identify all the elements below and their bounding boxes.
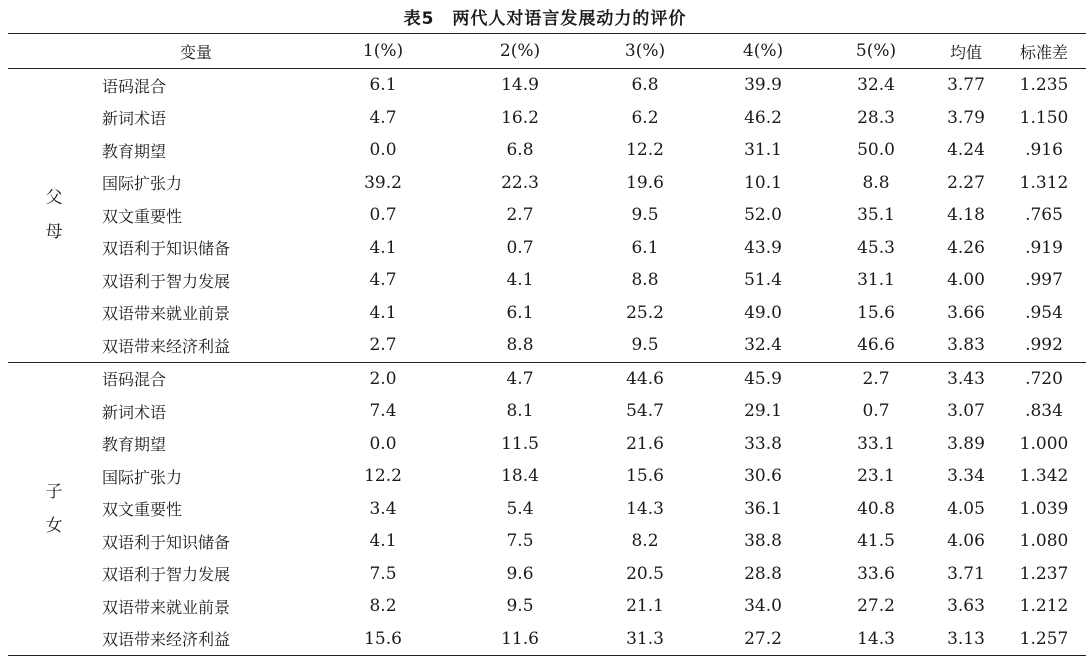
value-cell-sd: .997: [1025, 270, 1063, 291]
value-cell-c3: 9.5: [631, 205, 659, 226]
value-cell-c1: 3.4: [369, 498, 397, 519]
variable-cell: 国际扩张力: [102, 467, 183, 487]
value-cell-c2: 9.6: [506, 563, 534, 584]
variable-cell: 双文重要性: [102, 206, 183, 226]
table-row: [8, 102, 1086, 135]
value-cell-c5: 40.8: [857, 498, 895, 519]
value-cell-c5: 28.3: [857, 107, 895, 128]
value-cell-c4: 34.0: [744, 596, 782, 617]
table-row: [8, 69, 1086, 102]
value-cell-mean: 3.13: [947, 628, 985, 649]
variable-cell: 新词术语: [102, 402, 167, 422]
value-cell-c3: 9.5: [631, 335, 659, 356]
value-cell-c2: 7.5: [506, 531, 534, 552]
value-cell-c4: 32.4: [744, 335, 782, 356]
value-cell-mean: 3.07: [947, 401, 985, 422]
value-cell-c1: 4.1: [369, 302, 397, 323]
value-cell-c3: 21.1: [626, 596, 664, 617]
value-cell-sd: 1.237: [1019, 563, 1069, 584]
value-cell-c5: 8.8: [862, 172, 890, 193]
header-c4: 4(%): [704, 34, 822, 69]
value-cell-c2: 0.7: [506, 237, 534, 258]
variable-cell: 双语利于智力发展: [102, 565, 231, 585]
value-cell-c3: 8.8: [631, 270, 659, 291]
header-c3: 3(%): [586, 34, 704, 69]
value-cell-c4: 36.1: [744, 498, 782, 519]
value-cell-c1: 2.0: [312, 362, 454, 395]
value-cell-c4: 30.6: [744, 466, 782, 487]
value-cell-c4: 10.1: [744, 172, 782, 193]
value-cell-sd: .720: [1002, 362, 1086, 395]
value-cell-c4: 38.8: [744, 531, 782, 552]
table-row: [8, 167, 1086, 200]
value-cell-c4: 39.9: [744, 75, 782, 96]
value-cell-c2: 22.3: [501, 172, 539, 193]
value-cell-c3: 25.2: [626, 302, 664, 323]
value-cell-c3: 6.8: [631, 75, 659, 96]
value-cell-c2: 16.2: [501, 107, 539, 128]
value-cell-mean: 4.26: [947, 237, 985, 258]
value-cell-c5: 14.3: [857, 628, 895, 649]
variable-cell: 双语带来经济利益: [102, 630, 231, 650]
table-row: [8, 558, 1086, 591]
variable-cell: 双语利于知识储备: [102, 239, 231, 259]
variable-cell: 教育期望: [102, 435, 167, 455]
value-cell-c3: 44.6: [586, 362, 704, 395]
group-label: [8, 362, 100, 656]
value-cell-sd: 1.342: [1019, 466, 1069, 487]
value-cell-c4: 27.2: [744, 628, 782, 649]
value-cell-c4: 43.9: [744, 237, 782, 258]
value-cell-c4: 28.8: [744, 563, 782, 584]
value-cell-c3: 15.6: [626, 466, 664, 487]
value-cell-sd: 1.257: [1019, 628, 1069, 649]
table-body: [8, 69, 1086, 656]
table-row: [8, 232, 1086, 265]
value-cell-c3: 54.7: [626, 401, 664, 422]
table-row: [8, 428, 1086, 461]
value-cell-c2: 2.7: [506, 205, 534, 226]
value-cell-sd: .992: [1025, 335, 1063, 356]
variable-cell: 语码混合: [100, 362, 312, 395]
value-cell-c5: 45.3: [857, 237, 895, 258]
value-cell-c5: 23.1: [857, 466, 895, 487]
value-cell-sd: 1.312: [1019, 172, 1069, 193]
value-cell-c1: 6.1: [369, 75, 397, 96]
value-cell-mean: 3.83: [947, 335, 985, 356]
value-cell-c3: 20.5: [626, 563, 664, 584]
table-row: [8, 134, 1086, 167]
value-cell-mean: 3.71: [947, 563, 985, 584]
value-cell-c5: 35.1: [857, 205, 895, 226]
value-cell-c1: 39.2: [364, 172, 402, 193]
value-cell-mean: 4.18: [947, 205, 985, 226]
header-variable: 变量: [100, 34, 312, 69]
value-cell-mean: 3.79: [947, 107, 985, 128]
value-cell-mean: 3.34: [947, 466, 985, 487]
value-cell-c4: 49.0: [744, 302, 782, 323]
value-cell-c4: 51.4: [744, 270, 782, 291]
value-cell-sd: 1.080: [1019, 531, 1069, 552]
value-cell-c2: 5.4: [506, 498, 534, 519]
value-cell-c3: 12.2: [626, 140, 664, 161]
value-cell-mean: 3.66: [947, 302, 985, 323]
value-cell-sd: .954: [1025, 302, 1063, 323]
value-cell-sd: 1.150: [1019, 107, 1069, 128]
value-cell-c1: 12.2: [364, 466, 402, 487]
value-cell-c2: 8.8: [506, 335, 534, 356]
header-c5: 5(%): [822, 34, 930, 69]
value-cell-c5: 50.0: [857, 140, 895, 161]
group-label-line2: 母: [45, 222, 63, 243]
table-row: [8, 623, 1086, 656]
value-cell-c4: 33.8: [744, 433, 782, 454]
table-title: 表5 两代人对语言发展动力的评价: [403, 9, 687, 29]
table-row: [8, 525, 1086, 558]
value-cell-mean: 4.06: [947, 531, 985, 552]
value-cell-c1: 2.7: [369, 335, 397, 356]
value-cell-mean: 4.05: [947, 498, 985, 519]
value-cell-sd: 1.212: [1019, 596, 1069, 617]
table-row: [8, 493, 1086, 526]
value-cell-c3: 31.3: [626, 628, 664, 649]
value-cell-c1: 7.5: [369, 563, 397, 584]
value-cell-mean: 4.00: [947, 270, 985, 291]
variable-cell: 教育期望: [102, 141, 167, 161]
value-cell-c3: 21.6: [626, 433, 664, 454]
value-cell-mean: 3.43: [930, 362, 1002, 395]
value-cell-mean: 3.63: [947, 596, 985, 617]
value-cell-sd: 1.235: [1019, 75, 1069, 96]
table-row: [8, 329, 1086, 362]
variable-cell: 双语带来经济利益: [102, 336, 231, 356]
group-header-cell: [8, 34, 100, 69]
variable-cell: 双文重要性: [102, 500, 183, 520]
evaluation-table: [8, 33, 1086, 656]
value-cell-c2: 6.8: [506, 140, 534, 161]
value-cell-c1: 4.7: [369, 107, 397, 128]
variable-cell: 双语利于知识储备: [102, 532, 231, 552]
group-label-line1: 子: [45, 481, 63, 502]
value-cell-c1: 0.0: [369, 140, 397, 161]
value-cell-c2: 4.1: [506, 270, 534, 291]
value-cell-c3: 8.2: [631, 531, 659, 552]
variable-cell: 国际扩张力: [102, 174, 183, 194]
value-cell-c2: 9.5: [506, 596, 534, 617]
value-cell-mean: 2.27: [947, 172, 985, 193]
table-row: [8, 297, 1086, 330]
variable-cell: 双语利于智力发展: [102, 271, 231, 291]
value-cell-mean: 4.24: [947, 140, 985, 161]
value-cell-c5: 0.7: [862, 401, 890, 422]
value-cell-sd: 1.000: [1019, 433, 1069, 454]
value-cell-c2: 11.5: [501, 433, 539, 454]
group-label: [8, 69, 100, 363]
value-cell-c3: 6.1: [631, 237, 659, 258]
table-row: [8, 395, 1086, 428]
value-cell-c2: 4.7: [454, 362, 586, 395]
value-cell-c1: 0.0: [369, 433, 397, 454]
value-cell-c2: 14.9: [501, 75, 539, 96]
value-cell-sd: .834: [1025, 401, 1063, 422]
header-sd: 标准差: [1002, 34, 1086, 69]
value-cell-sd: 1.039: [1019, 498, 1069, 519]
variable-cell: 新词术语: [102, 109, 167, 129]
table-row: [8, 264, 1086, 297]
value-cell-c3: 14.3: [626, 498, 664, 519]
header-c1: 1(%): [312, 34, 454, 69]
table-row: [8, 362, 1086, 395]
value-cell-c3: 6.2: [631, 107, 659, 128]
value-cell-c1: 4.7: [369, 270, 397, 291]
value-cell-c2: 11.6: [501, 628, 539, 649]
value-cell-c2: 18.4: [501, 466, 539, 487]
value-cell-sd: .916: [1025, 140, 1063, 161]
value-cell-c4: 45.9: [704, 362, 822, 395]
value-cell-c4: 31.1: [744, 140, 782, 161]
value-cell-c4: 46.2: [744, 107, 782, 128]
table-row: [8, 590, 1086, 623]
header-c2: 2(%): [454, 34, 586, 69]
value-cell-c5: 41.5: [857, 531, 895, 552]
value-cell-c1: 0.7: [369, 205, 397, 226]
value-cell-mean: 3.77: [947, 75, 985, 96]
value-cell-c5: 33.6: [857, 563, 895, 584]
value-cell-sd: .765: [1025, 205, 1063, 226]
table-header: [8, 34, 1086, 69]
value-cell-c2: 6.1: [506, 302, 534, 323]
group-label-line2: 女: [45, 515, 63, 536]
value-cell-c1: 8.2: [369, 596, 397, 617]
value-cell-c5: 33.1: [857, 433, 895, 454]
value-cell-c5: 27.2: [857, 596, 895, 617]
value-cell-c5: 46.6: [857, 335, 895, 356]
value-cell-c5: 2.7: [822, 362, 930, 395]
variable-cell: 语码混合: [102, 76, 167, 96]
table-row: [8, 460, 1086, 493]
value-cell-c5: 31.1: [857, 270, 895, 291]
value-cell-c2: 8.1: [506, 401, 534, 422]
value-cell-sd: .919: [1025, 237, 1063, 258]
value-cell-c1: 4.1: [369, 531, 397, 552]
value-cell-c5: 32.4: [857, 75, 895, 96]
value-cell-c3: 19.6: [626, 172, 664, 193]
value-cell-c4: 52.0: [744, 205, 782, 226]
value-cell-c1: 7.4: [369, 401, 397, 422]
value-cell-c1: 4.1: [369, 237, 397, 258]
variable-cell: 双语带来就业前景: [102, 597, 231, 617]
value-cell-c4: 29.1: [744, 401, 782, 422]
header-row: [8, 34, 1086, 69]
table-row: [8, 199, 1086, 232]
group-label-line1: 父: [45, 188, 63, 209]
value-cell-mean: 3.89: [947, 433, 985, 454]
variable-cell: 双语带来就业前景: [102, 304, 231, 324]
value-cell-c5: 15.6: [857, 302, 895, 323]
value-cell-c1: 15.6: [364, 628, 402, 649]
header-mean: 均值: [930, 34, 1002, 69]
